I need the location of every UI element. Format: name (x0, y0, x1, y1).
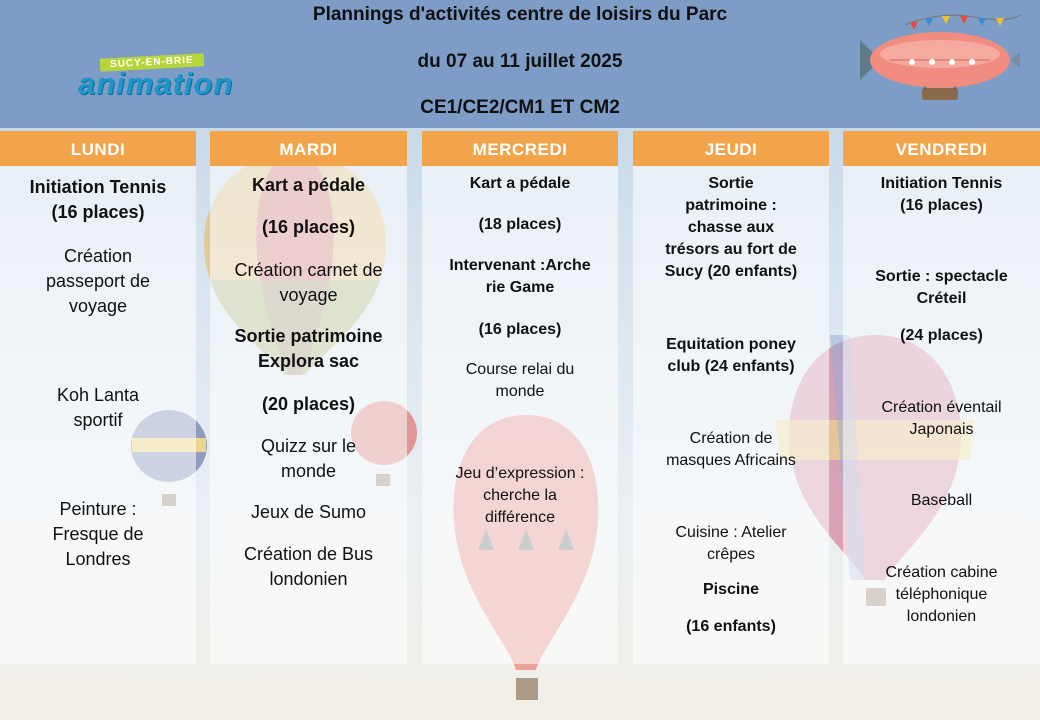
day-header: JEUDI (633, 131, 829, 166)
activity-item: Koh Lanta sportif (56, 385, 140, 430)
day-column-jeudi (633, 131, 829, 664)
activity-item: Baseball (910, 492, 973, 509)
activity-item: Initiation Tennis (16 places) (29, 177, 167, 222)
date-range: du 07 au 11 juillet 2025 (417, 51, 623, 72)
class-levels: CE1/CE2/CM1 ET CM2 (420, 97, 620, 118)
activity-item: (16 enfants) (686, 618, 776, 635)
activity-item: Création de Bus londonien (243, 544, 374, 589)
activity-item: Quizz sur le monde (260, 436, 357, 481)
activity-item: Création de masques Africains (666, 430, 796, 469)
activity-item: Création passeport de voyage (45, 246, 151, 316)
activity-item: Sortie patrimoine : chasse aux trésors au fort de Sucy (20 enfants) (664, 175, 798, 280)
activity-item: Jeux de Sumo (250, 502, 367, 522)
activity-item: Sortie : spectacle Créteil (875, 268, 1008, 307)
activity-item: Intervenant :Arche rie Game (449, 257, 591, 296)
day-header: MARDI (210, 131, 407, 166)
day-header: VENDREDI (843, 131, 1040, 166)
activity-item: Cuisine : Atelier crêpes (675, 524, 787, 563)
day-column-vendredi (843, 131, 1040, 664)
day-column-mercredi (422, 131, 618, 664)
logo-badge: SUCY-EN-BRIE (100, 53, 204, 71)
activity-item: (18 places) (478, 216, 562, 233)
activity-item: Création cabine téléphonique londonien (885, 564, 998, 625)
activity-item: Peinture : Fresque de Londres (52, 499, 144, 569)
activity-item: (24 places) (900, 327, 983, 344)
activity-item: Kart a pédale (251, 175, 366, 195)
logo-word: animation (78, 66, 234, 101)
activity-item: (16 places) (261, 217, 356, 237)
activity-item: Course relai du monde (465, 361, 575, 400)
airship-icon (850, 10, 1030, 105)
day-column-mardi (210, 131, 407, 664)
activity-item: Jeu d’expression : cherche la différence (455, 465, 585, 526)
animation-logo (78, 56, 278, 112)
activity-item: (16 places) (478, 321, 562, 338)
activity-item: Piscine (702, 581, 760, 598)
activity-item: Sortie patrimoine Explora sac (234, 326, 383, 371)
activity-item: (20 places) (261, 394, 356, 414)
day-column-lundi (0, 131, 196, 664)
day-header: LUNDI (0, 131, 196, 166)
activity-item: Kart a pédale (469, 175, 571, 192)
activity-item: Equitation poney club (24 enfants) (666, 336, 796, 375)
day-header: MERCREDI (422, 131, 618, 166)
activity-item: Initiation Tennis (16 places) (880, 175, 1003, 214)
activity-item: Création éventail Japonais (881, 399, 1002, 438)
activity-item: Création carnet de voyage (234, 260, 383, 305)
page-title: Plannings d'activités centre de loisirs du Parc (312, 4, 728, 25)
